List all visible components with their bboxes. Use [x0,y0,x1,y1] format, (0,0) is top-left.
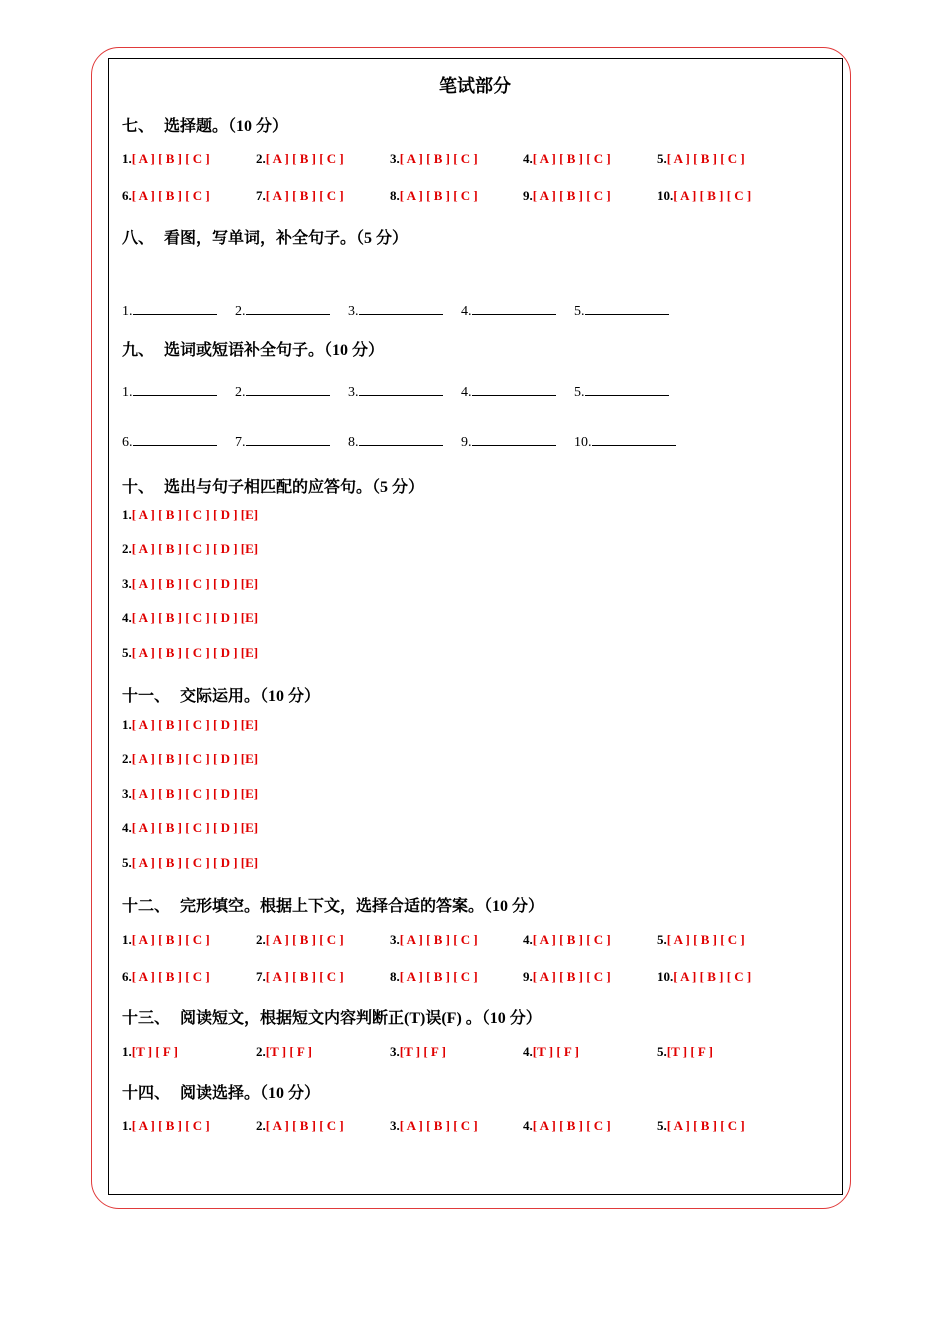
q14-1[interactable]: 1.[ A ] [ B ] [ C ] [122,1118,210,1133]
q11-1[interactable]: 1.[ A ] [ B ] [ C ] [ D ] [E] [122,717,259,732]
q7-9[interactable]: 9.[ A ] [ B ] [ C ] [523,188,611,203]
q7-6[interactable]: 6.[ A ] [ B ] [ C ] [122,188,210,203]
q9-4-blank[interactable]: 4. [461,381,556,401]
q7-7[interactable]: 7.[ A ] [ B ] [ C ] [256,188,344,203]
section-7-heading: 七、 选择题。（10 分） [122,118,289,135]
q7-10[interactable]: 10.[ A ] [ B ] [ C ] [657,188,752,203]
q10-1[interactable]: 1.[ A ] [ B ] [ C ] [ D ] [E] [122,507,259,522]
q11-2[interactable]: 2.[ A ] [ B ] [ C ] [ D ] [E] [122,751,259,766]
q9-7-blank[interactable]: 7. [235,431,330,451]
section-13-heading: 十三、 阅读短文，根据短文内容判断正(T)误(F) 。（10 分） [122,1010,542,1027]
q8-1-blank[interactable]: 1. [122,300,217,320]
q12-7[interactable]: 7.[ A ] [ B ] [ C ] [256,969,344,984]
q14-2[interactable]: 2.[ A ] [ B ] [ C ] [256,1118,344,1133]
section-14-heading: 十四、 阅读选择。（10 分） [122,1085,321,1102]
q7-2[interactable]: 2.[ A ] [ B ] [ C ] [256,151,344,166]
q12-8[interactable]: 8.[ A ] [ B ] [ C ] [390,969,478,984]
q10-4[interactable]: 4.[ A ] [ B ] [ C ] [ D ] [E] [122,610,259,625]
q9-5-blank[interactable]: 5. [574,381,669,401]
q7-4[interactable]: 4.[ A ] [ B ] [ C ] [523,151,611,166]
q11-5[interactable]: 5.[ A ] [ B ] [ C ] [ D ] [E] [122,855,259,870]
q9-6-blank[interactable]: 6. [122,431,217,451]
q7-8[interactable]: 8.[ A ] [ B ] [ C ] [390,188,478,203]
q12-10[interactable]: 10.[ A ] [ B ] [ C ] [657,969,752,984]
q7-5[interactable]: 5.[ A ] [ B ] [ C ] [657,151,745,166]
q9-2-blank[interactable]: 2. [235,381,330,401]
q12-9[interactable]: 9.[ A ] [ B ] [ C ] [523,969,611,984]
q9-1-blank[interactable]: 1. [122,381,217,401]
q8-4-blank[interactable]: 4. [461,300,556,320]
q8-3-blank[interactable]: 3. [348,300,443,320]
q13-1[interactable]: 1.[T ] [ F ] [122,1044,178,1059]
q8-2-blank[interactable]: 2. [235,300,330,320]
q10-3[interactable]: 3.[ A ] [ B ] [ C ] [ D ] [E] [122,576,259,591]
section-12-heading: 十二、 完形填空。根据上下文，选择合适的答案。（10 分） [122,898,545,915]
section-10-heading: 十、 选出与句子相匹配的应答句。（5 分） [122,479,425,496]
q12-2[interactable]: 2.[ A ] [ B ] [ C ] [256,932,344,947]
q10-5[interactable]: 5.[ A ] [ B ] [ C ] [ D ] [E] [122,645,259,660]
q12-1[interactable]: 1.[ A ] [ B ] [ C ] [122,932,210,947]
q12-3[interactable]: 3.[ A ] [ B ] [ C ] [390,932,478,947]
q9-9-blank[interactable]: 9. [461,431,556,451]
q14-5[interactable]: 5.[ A ] [ B ] [ C ] [657,1118,745,1133]
q13-3[interactable]: 3.[T ] [ F ] [390,1044,446,1059]
q7-3[interactable]: 3.[ A ] [ B ] [ C ] [390,151,478,166]
q13-2[interactable]: 2.[T ] [ F ] [256,1044,312,1059]
q10-2[interactable]: 2.[ A ] [ B ] [ C ] [ D ] [E] [122,541,259,556]
q12-6[interactable]: 6.[ A ] [ B ] [ C ] [122,969,210,984]
q9-3-blank[interactable]: 3. [348,381,443,401]
section-9-heading: 九、 选词或短语补全句子。（10 分） [122,342,385,359]
q12-4[interactable]: 4.[ A ] [ B ] [ C ] [523,932,611,947]
q11-4[interactable]: 4.[ A ] [ B ] [ C ] [ D ] [E] [122,820,259,835]
q13-5[interactable]: 5.[T ] [ F ] [657,1044,713,1059]
page-title: 笔试部分 [439,76,511,96]
q7-1[interactable]: 1.[ A ] [ B ] [ C ] [122,151,210,166]
q14-4[interactable]: 4.[ A ] [ B ] [ C ] [523,1118,611,1133]
q9-10-blank[interactable]: 10. [574,431,676,451]
section-11-heading: 十一、 交际运用。（10 分） [122,688,321,705]
q9-8-blank[interactable]: 8. [348,431,443,451]
q12-5[interactable]: 5.[ A ] [ B ] [ C ] [657,932,745,947]
q13-4[interactable]: 4.[T ] [ F ] [523,1044,579,1059]
section-8-heading: 八、 看图，写单词，补全句子。（5 分） [122,230,409,247]
q8-5-blank[interactable]: 5. [574,300,669,320]
q14-3[interactable]: 3.[ A ] [ B ] [ C ] [390,1118,478,1133]
q11-3[interactable]: 3.[ A ] [ B ] [ C ] [ D ] [E] [122,786,259,801]
